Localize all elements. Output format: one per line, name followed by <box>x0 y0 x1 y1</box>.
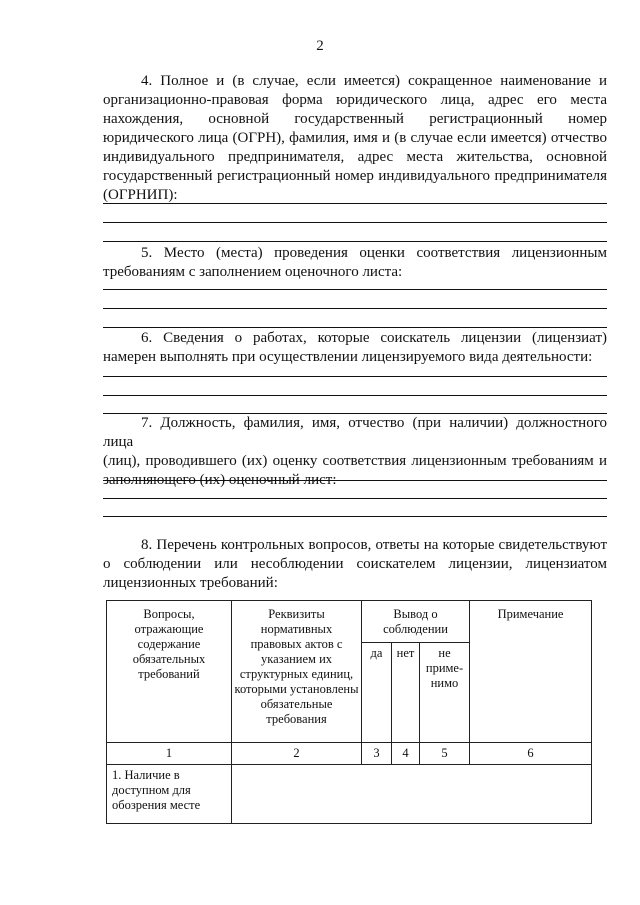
row-empty-cell <box>232 765 592 824</box>
header-yes: да <box>362 643 392 743</box>
header-conclusion: Вывод о соблюдении <box>362 601 470 643</box>
section-7-line: 7. Должность, фамилия, имя, отчество (при наличии) должностного лица <box>103 415 607 450</box>
column-number: 5 <box>420 743 470 765</box>
header-no: нет <box>392 643 420 743</box>
answer-line <box>103 308 607 309</box>
section-4-line: организационно-правовая форма юридического лица, адрес его места <box>103 92 607 108</box>
section-7-line: (лиц), проводившего (их) оценку соответствия лицензионным требованиям и <box>103 453 607 469</box>
section-4-line: индивидуального предпринимателя, адрес места жительства, основной <box>103 149 607 165</box>
section-4-line: 4. Полное и (в случае, если имеется) сокращенное наименование и <box>141 73 607 89</box>
header-not-applicable: не приме-нимо <box>420 643 470 743</box>
page-number: 2 <box>316 38 324 54</box>
section-7-line: заполняющего (их) оценочный лист: <box>103 472 337 488</box>
answer-line <box>103 498 607 499</box>
answer-line <box>103 222 607 223</box>
section-6-line: 6. Сведения о работах, которые соискатель лицензии (лицензиат) <box>141 330 607 346</box>
section-8-line: 8. Перечень контрольных вопросов, ответы на которые свидетельствуют <box>141 537 607 553</box>
section-4-line: юридического лица (ОГРН), фамилия, имя и (в случае если имеется) отчество <box>103 130 607 146</box>
section-4-line: нахождения, основной государственный регистрационный номер <box>103 111 607 127</box>
answer-line <box>103 327 607 328</box>
section-5-line: требованиям с заполнением оценочного листа: <box>103 264 403 280</box>
column-number: 4 <box>392 743 420 765</box>
section-8 <box>103 536 607 593</box>
section-4 <box>103 72 607 205</box>
table-header-row <box>107 601 592 643</box>
section-6-line: намерен выполнять при осуществлении лицензируемого вида деятельности: <box>103 349 593 365</box>
answer-line <box>103 241 607 242</box>
table-row <box>107 765 592 824</box>
column-number: 6 <box>470 743 592 765</box>
section-8-line: лицензионных требований: <box>103 575 278 591</box>
answer-line <box>103 289 607 290</box>
row-question: 1. Наличие в доступном для обозрения месте <box>107 765 232 824</box>
header-questions: Вопросы, отражающие содержание обязательных требований <box>107 601 232 743</box>
answer-line <box>103 203 607 204</box>
checklist-table <box>106 600 592 824</box>
answer-line <box>103 516 607 517</box>
section-4-line: государственный регистрационный номер индивидуального предпринимателя <box>103 168 607 184</box>
header-requisites: Реквизиты нормативных правовых актов с указанием их структурных единиц, которыми установлены обязательные требования <box>232 601 362 743</box>
section-8-line: о соблюдении или несоблюдении соискателем лицензии, лицензиатом <box>103 556 607 572</box>
column-number: 2 <box>232 743 362 765</box>
answer-line <box>103 395 607 396</box>
answer-line <box>103 376 607 377</box>
column-number: 1 <box>107 743 232 765</box>
header-note: Примечание <box>470 601 592 743</box>
answer-line <box>103 480 607 481</box>
column-number: 3 <box>362 743 392 765</box>
section-5-line: 5. Место (места) проведения оценки соответствия лицензионным <box>141 245 607 261</box>
table-number-row <box>107 743 592 765</box>
section-5 <box>103 244 607 282</box>
section-6 <box>103 329 607 367</box>
section-7 <box>103 414 607 490</box>
section-4-line: (ОГРНИП): <box>103 187 178 203</box>
